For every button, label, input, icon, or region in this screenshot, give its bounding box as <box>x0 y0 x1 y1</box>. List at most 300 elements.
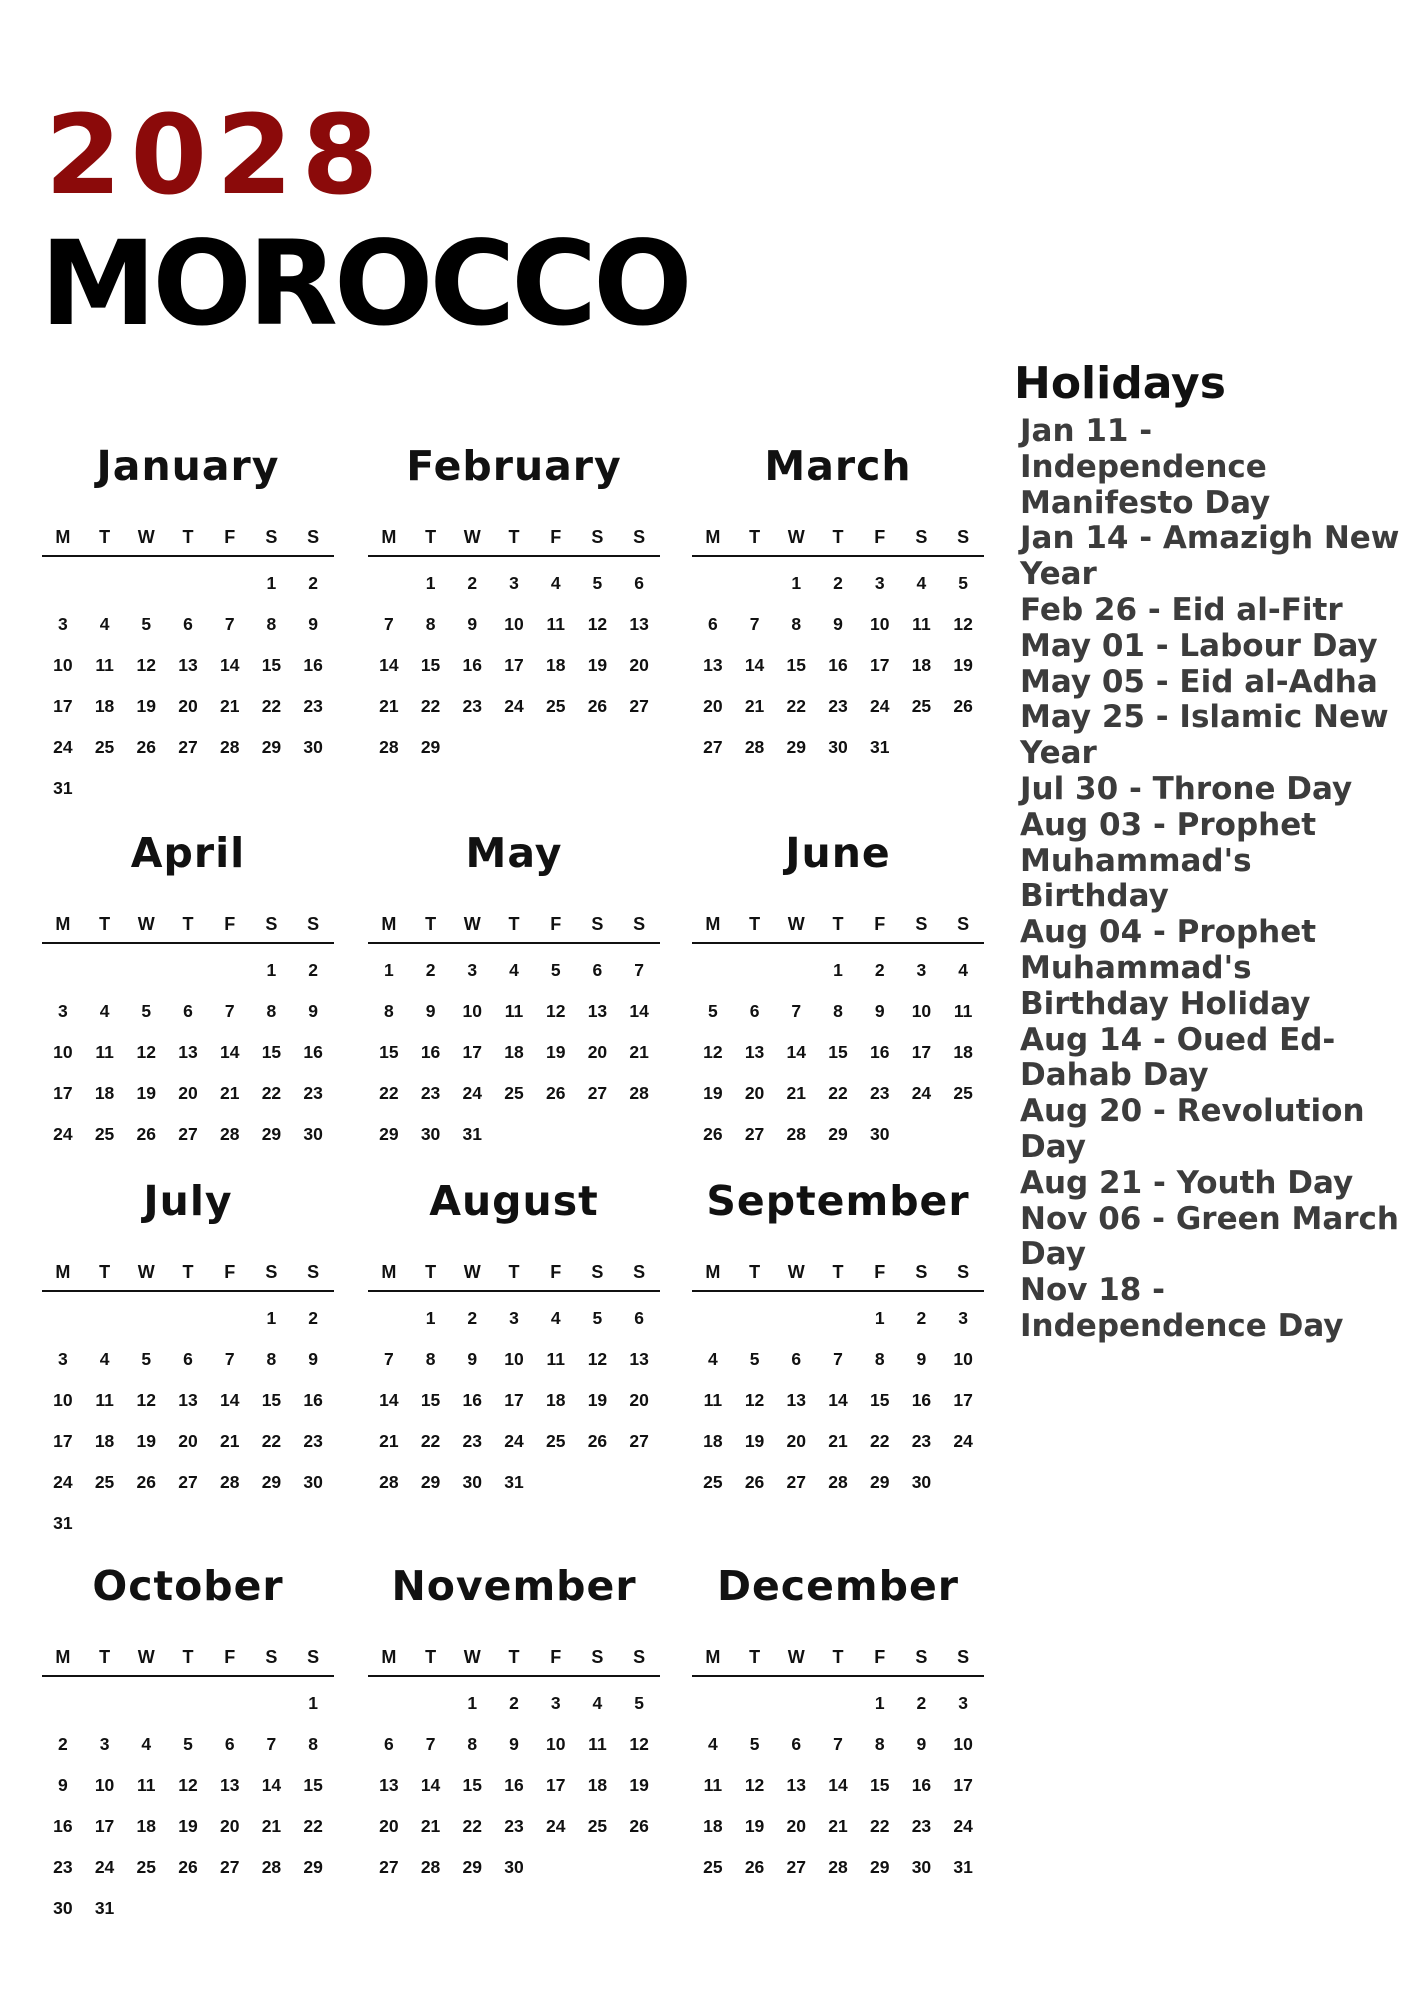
day-cell: 2 <box>467 1308 478 1328</box>
month-name: March <box>764 442 912 490</box>
day-cell: 30 <box>303 1472 323 1492</box>
day-cell: 9 <box>308 1001 318 1021</box>
day-cell: 19 <box>136 696 157 716</box>
day-cell: 16 <box>504 1775 524 1795</box>
day-cell: 25 <box>911 696 932 716</box>
day-cell: 30 <box>828 737 848 757</box>
day-cell: 2 <box>308 1308 318 1328</box>
day-cell: 25 <box>94 1472 115 1492</box>
day-cell: 7 <box>425 1734 436 1754</box>
day-cell: 11 <box>703 1775 723 1795</box>
day-cell: 17 <box>504 655 524 675</box>
day-cell: 13 <box>178 1390 198 1410</box>
weekday-label: S <box>591 1647 604 1667</box>
weekday-label: T <box>832 527 844 547</box>
day-cell: 19 <box>629 1775 649 1795</box>
day-cell: 11 <box>95 655 114 675</box>
weekday-label: S <box>633 527 646 547</box>
day-cell: 7 <box>833 1734 843 1754</box>
day-cell: 14 <box>379 1390 399 1410</box>
day-cell: 5 <box>141 1001 152 1021</box>
day-cell: 28 <box>379 1472 399 1492</box>
day-cell: 23 <box>53 1857 73 1877</box>
weekday-header <box>368 906 660 944</box>
day-cell: 19 <box>703 1083 723 1103</box>
day-cell: 10 <box>953 1734 973 1754</box>
day-cell: 22 <box>261 1431 282 1451</box>
day-cell: 12 <box>744 1390 765 1410</box>
day-cell: 8 <box>874 1349 885 1369</box>
day-cell: 15 <box>420 655 441 675</box>
day-cell: 5 <box>592 573 603 593</box>
weekday-label: T <box>508 914 520 934</box>
day-cell: 12 <box>136 1390 157 1410</box>
weekday-label: W <box>137 914 155 934</box>
day-cell: 30 <box>462 1472 483 1492</box>
day-cell: 4 <box>707 1734 718 1754</box>
day-cell: 7 <box>224 1349 235 1369</box>
day-cell: 29 <box>420 737 441 757</box>
day-cell: 20 <box>178 1431 198 1451</box>
day-cell: 9 <box>308 1349 318 1369</box>
day-cell: 6 <box>383 1734 394 1754</box>
day-cell: 24 <box>53 737 73 757</box>
day-cell: 22 <box>828 1083 848 1103</box>
day-cell: 13 <box>379 1775 399 1795</box>
day-cell: 24 <box>869 696 890 716</box>
day-cell: 1 <box>874 1308 885 1328</box>
day-cell: 5 <box>592 1308 603 1328</box>
weekday-label: T <box>749 1647 761 1667</box>
day-cell: 9 <box>874 1001 885 1021</box>
days-grid <box>692 1292 984 1503</box>
day-cell: 2 <box>467 573 478 593</box>
month-name: January <box>96 442 280 490</box>
day-cell: 26 <box>953 696 973 716</box>
day-cell: 2 <box>916 1308 927 1328</box>
day-cell: 19 <box>744 1431 765 1451</box>
day-cell: 11 <box>953 1001 973 1021</box>
day-cell: 10 <box>462 1001 483 1021</box>
month-august <box>368 1168 660 1503</box>
day-cell: 17 <box>94 1816 115 1836</box>
weekday-label: S <box>915 1262 928 1282</box>
weekday-label: F <box>550 527 562 547</box>
day-cell: 10 <box>911 1001 932 1021</box>
weekday-label: S <box>591 1262 604 1282</box>
day-cell: 14 <box>828 1775 848 1795</box>
day-cell: 14 <box>261 1775 282 1795</box>
day-cell: 31 <box>94 1898 115 1918</box>
day-cell: 8 <box>833 1001 843 1021</box>
day-cell: 18 <box>703 1431 723 1451</box>
day-cell: 5 <box>707 1001 718 1021</box>
days-grid <box>368 557 660 768</box>
day-cell: 13 <box>219 1775 240 1795</box>
day-cell: 17 <box>545 1775 566 1795</box>
day-cell: 12 <box>953 614 973 634</box>
day-cell: 15 <box>261 1042 282 1062</box>
day-cell: 15 <box>261 655 282 675</box>
day-cell: 27 <box>786 1472 807 1492</box>
day-cell: 4 <box>592 1693 603 1713</box>
month-name: February <box>406 442 622 490</box>
day-cell: 26 <box>629 1816 649 1836</box>
day-cell: 28 <box>744 737 765 757</box>
day-cell: 31 <box>953 1857 973 1877</box>
day-cell: 29 <box>462 1857 483 1877</box>
day-cell: 2 <box>874 960 885 980</box>
weekday-label: S <box>591 527 604 547</box>
day-cell: 29 <box>261 1472 282 1492</box>
day-cell: 24 <box>53 1472 73 1492</box>
day-cell: 31 <box>53 1513 73 1533</box>
weekday-label: M <box>381 1262 397 1282</box>
day-cell: 24 <box>504 1431 524 1451</box>
day-cell: 27 <box>744 1124 765 1144</box>
day-cell: 29 <box>869 1857 890 1877</box>
day-cell: 3 <box>57 1349 68 1369</box>
day-cell: 9 <box>57 1775 68 1795</box>
day-cell: 31 <box>53 778 73 798</box>
day-cell: 3 <box>57 614 68 634</box>
weekday-label: F <box>874 1647 886 1667</box>
day-cell: 22 <box>379 1083 399 1103</box>
weekday-label: S <box>265 914 278 934</box>
holiday-item: Nov 06 - Green March Day <box>1020 1200 1399 1273</box>
day-cell: 28 <box>219 737 240 757</box>
day-cell: 25 <box>136 1857 157 1877</box>
day-cell: 6 <box>183 614 193 634</box>
day-cell: 1 <box>425 1308 436 1328</box>
day-cell: 18 <box>953 1042 973 1062</box>
weekday-label: W <box>463 914 481 934</box>
day-cell: 6 <box>634 573 644 593</box>
weekday-label: T <box>99 1647 111 1667</box>
day-cell: 13 <box>703 655 723 675</box>
day-cell: 9 <box>833 614 843 634</box>
day-cell: 4 <box>958 960 968 980</box>
holiday-item: Aug 21 - Youth Day <box>1020 1164 1354 1201</box>
day-cell: 21 <box>379 696 399 716</box>
day-cell: 21 <box>744 696 765 716</box>
weekday-label: M <box>55 527 71 547</box>
weekday-label: F <box>224 1647 236 1667</box>
day-cell: 11 <box>137 1775 156 1795</box>
weekday-label: S <box>915 1647 928 1667</box>
month-name: December <box>716 1562 960 1610</box>
days-grid <box>692 944 984 1155</box>
day-cell: 7 <box>634 960 644 980</box>
month-january <box>42 433 334 809</box>
day-cell: 31 <box>504 1472 524 1492</box>
day-cell: 23 <box>462 1431 483 1451</box>
day-cell: 20 <box>587 1042 608 1062</box>
weekday-label: S <box>915 914 928 934</box>
day-cell: 4 <box>916 573 927 593</box>
day-cell: 6 <box>749 1001 760 1021</box>
day-cell: 13 <box>178 1042 198 1062</box>
day-cell: 22 <box>869 1431 890 1451</box>
weekday-label: T <box>182 1647 194 1667</box>
day-cell: 28 <box>828 1857 848 1877</box>
day-cell: 12 <box>629 1734 649 1754</box>
month-november <box>368 1553 660 1888</box>
day-cell: 19 <box>587 655 608 675</box>
day-cell: 9 <box>509 1734 519 1754</box>
day-cell: 18 <box>911 655 932 675</box>
weekday-label: T <box>749 914 761 934</box>
day-cell: 14 <box>219 655 240 675</box>
day-cell: 21 <box>828 1816 848 1836</box>
day-cell: 15 <box>420 1390 441 1410</box>
day-cell: 12 <box>178 1775 198 1795</box>
day-cell: 13 <box>629 614 649 634</box>
day-cell: 30 <box>303 1124 323 1144</box>
day-cell: 1 <box>467 1693 478 1713</box>
days-grid <box>692 557 984 768</box>
day-cell: 29 <box>420 1472 441 1492</box>
day-cell: 3 <box>874 573 885 593</box>
month-name: September <box>706 1177 970 1225</box>
day-cell: 28 <box>219 1124 240 1144</box>
weekday-label: T <box>832 914 844 934</box>
day-cell: 12 <box>587 614 608 634</box>
day-cell: 1 <box>266 573 277 593</box>
month-name: June <box>785 829 891 877</box>
days-grid <box>368 1677 660 1888</box>
day-cell: 20 <box>629 1390 649 1410</box>
days-grid <box>42 1677 334 1929</box>
weekday-header <box>692 519 984 557</box>
weekday-label: S <box>265 1262 278 1282</box>
day-cell: 27 <box>178 1472 198 1492</box>
month-september <box>692 1168 984 1503</box>
day-cell: 17 <box>911 1042 932 1062</box>
day-cell: 24 <box>953 1431 973 1451</box>
day-cell: 3 <box>958 1308 968 1328</box>
day-cell: 12 <box>136 1042 157 1062</box>
day-cell: 23 <box>911 1816 932 1836</box>
month-may <box>368 820 660 1155</box>
day-cell: 2 <box>57 1734 68 1754</box>
day-cell: 25 <box>587 1816 608 1836</box>
holiday-item: May 05 - Eid al-Adha <box>1020 663 1378 700</box>
day-cell: 20 <box>786 1816 807 1836</box>
weekday-label: T <box>425 914 437 934</box>
day-cell: 28 <box>219 1472 240 1492</box>
day-cell: 12 <box>703 1042 723 1062</box>
day-cell: 10 <box>53 1390 73 1410</box>
weekday-label: S <box>265 527 278 547</box>
day-cell: 19 <box>744 1816 765 1836</box>
weekday-label: T <box>749 1262 761 1282</box>
day-cell: 18 <box>545 655 566 675</box>
weekday-label: F <box>874 527 886 547</box>
weekday-label: W <box>787 1262 805 1282</box>
day-cell: 11 <box>504 1001 524 1021</box>
day-cell: 16 <box>911 1390 932 1410</box>
weekday-label: F <box>874 1262 886 1282</box>
day-cell: 21 <box>629 1042 649 1062</box>
day-cell: 24 <box>545 1816 566 1836</box>
day-cell: 4 <box>707 1349 718 1369</box>
day-cell: 11 <box>588 1734 607 1754</box>
day-cell: 25 <box>545 696 566 716</box>
day-cell: 20 <box>703 696 723 716</box>
weekday-label: W <box>463 1262 481 1282</box>
holiday-item: Jan 14 - Amazigh New Year <box>1020 520 1400 593</box>
day-cell: 9 <box>916 1349 927 1369</box>
day-cell: 26 <box>587 696 608 716</box>
weekday-header <box>42 1639 334 1677</box>
day-cell: 26 <box>587 1431 608 1451</box>
day-cell: 2 <box>308 573 318 593</box>
weekday-label: S <box>591 914 604 934</box>
weekday-header <box>692 1254 984 1292</box>
weekday-label: M <box>705 1262 721 1282</box>
day-cell: 16 <box>303 1390 323 1410</box>
day-cell: 7 <box>791 1001 802 1021</box>
day-cell: 18 <box>703 1816 723 1836</box>
month-name: August <box>429 1177 599 1225</box>
day-cell: 6 <box>791 1349 802 1369</box>
day-cell: 19 <box>136 1431 157 1451</box>
weekday-label: S <box>307 527 320 547</box>
day-cell: 28 <box>261 1857 282 1877</box>
day-cell: 8 <box>874 1734 885 1754</box>
holiday-item: Aug 04 - Prophet Muhammad's Birthday Holiday <box>1020 914 1317 1022</box>
month-december <box>692 1553 984 1888</box>
day-cell: 12 <box>545 1001 566 1021</box>
day-cell: 3 <box>57 1001 68 1021</box>
day-cell: 4 <box>509 960 519 980</box>
day-cell: 13 <box>786 1775 807 1795</box>
weekday-label: S <box>957 1262 970 1282</box>
day-cell: 8 <box>791 614 802 634</box>
day-cell: 25 <box>703 1857 723 1877</box>
weekday-label: T <box>508 1262 520 1282</box>
day-cell: 29 <box>261 737 282 757</box>
day-cell: 25 <box>545 1431 566 1451</box>
day-cell: 15 <box>462 1775 483 1795</box>
day-cell: 16 <box>911 1775 932 1795</box>
weekday-label: S <box>265 1647 278 1667</box>
day-cell: 11 <box>95 1390 114 1410</box>
weekday-header <box>42 906 334 944</box>
day-cell: 15 <box>869 1390 890 1410</box>
day-cell: 5 <box>183 1734 193 1754</box>
day-cell: 8 <box>425 614 436 634</box>
day-cell: 1 <box>874 1693 885 1713</box>
day-cell: 19 <box>953 655 973 675</box>
day-cell: 21 <box>379 1431 399 1451</box>
holiday-list <box>1012 414 1407 1345</box>
day-cell: 24 <box>504 696 524 716</box>
day-cell: 5 <box>141 1349 152 1369</box>
day-cell: 21 <box>828 1431 848 1451</box>
weekday-label: M <box>55 1262 71 1282</box>
day-cell: 20 <box>744 1083 765 1103</box>
day-cell: 6 <box>224 1734 235 1754</box>
month-name: July <box>143 1177 233 1225</box>
day-cell: 10 <box>953 1349 973 1369</box>
day-cell: 14 <box>629 1001 649 1021</box>
day-cell: 4 <box>550 1308 561 1328</box>
day-cell: 7 <box>383 1349 394 1369</box>
calendar-year: 2028 <box>45 91 388 219</box>
weekday-label: M <box>55 914 71 934</box>
month-october <box>42 1553 334 1929</box>
day-cell: 1 <box>791 573 802 593</box>
holidays-title: Holidays <box>1014 358 1226 409</box>
day-cell: 5 <box>141 614 152 634</box>
day-cell: 8 <box>266 1349 277 1369</box>
day-cell: 6 <box>183 1001 193 1021</box>
day-cell: 19 <box>545 1042 566 1062</box>
weekday-label: S <box>633 914 646 934</box>
day-cell: 26 <box>744 1472 765 1492</box>
day-cell: 26 <box>545 1083 566 1103</box>
day-cell: 25 <box>504 1083 524 1103</box>
day-cell: 16 <box>828 655 848 675</box>
day-cell: 7 <box>833 1349 843 1369</box>
day-cell: 9 <box>467 614 478 634</box>
weekday-header <box>368 1639 660 1677</box>
day-cell: 4 <box>99 1001 110 1021</box>
day-cell: 17 <box>953 1390 973 1410</box>
holidays-panel <box>1012 358 1407 1345</box>
weekday-label: T <box>182 914 194 934</box>
day-cell: 28 <box>420 1857 441 1877</box>
day-cell: 3 <box>916 960 927 980</box>
day-cell: 1 <box>425 573 436 593</box>
day-cell: 10 <box>53 655 73 675</box>
day-cell: 2 <box>833 573 843 593</box>
weekday-label: T <box>182 527 194 547</box>
day-cell: 8 <box>266 614 277 634</box>
day-cell: 26 <box>136 737 157 757</box>
weekday-label: T <box>99 1262 111 1282</box>
weekday-label: W <box>137 1262 155 1282</box>
holiday-item: Aug 03 - Prophet Muhammad's Birthday <box>1020 806 1317 915</box>
day-cell: 2 <box>509 1693 519 1713</box>
weekday-label: M <box>55 1647 71 1667</box>
day-cell: 19 <box>178 1816 198 1836</box>
day-cell: 29 <box>786 737 807 757</box>
day-cell: 18 <box>504 1042 524 1062</box>
day-cell: 4 <box>99 1349 110 1369</box>
weekday-label: T <box>749 527 761 547</box>
day-cell: 18 <box>587 1775 608 1795</box>
day-cell: 26 <box>178 1857 198 1877</box>
day-cell: 16 <box>462 655 483 675</box>
holiday-item: May 25 - Islamic New Year <box>1020 699 1389 772</box>
day-cell: 1 <box>266 1308 277 1328</box>
day-cell: 3 <box>509 1308 519 1328</box>
day-cell: 15 <box>379 1042 399 1062</box>
day-cell: 17 <box>53 1083 73 1103</box>
weekday-label: S <box>633 1262 646 1282</box>
day-cell: 15 <box>303 1775 323 1795</box>
day-cell: 9 <box>308 614 318 634</box>
day-cell: 22 <box>420 1431 441 1451</box>
day-cell: 27 <box>786 1857 807 1877</box>
day-cell: 30 <box>869 1124 890 1144</box>
day-cell: 24 <box>462 1083 483 1103</box>
day-cell: 17 <box>869 655 890 675</box>
day-cell: 14 <box>219 1390 240 1410</box>
